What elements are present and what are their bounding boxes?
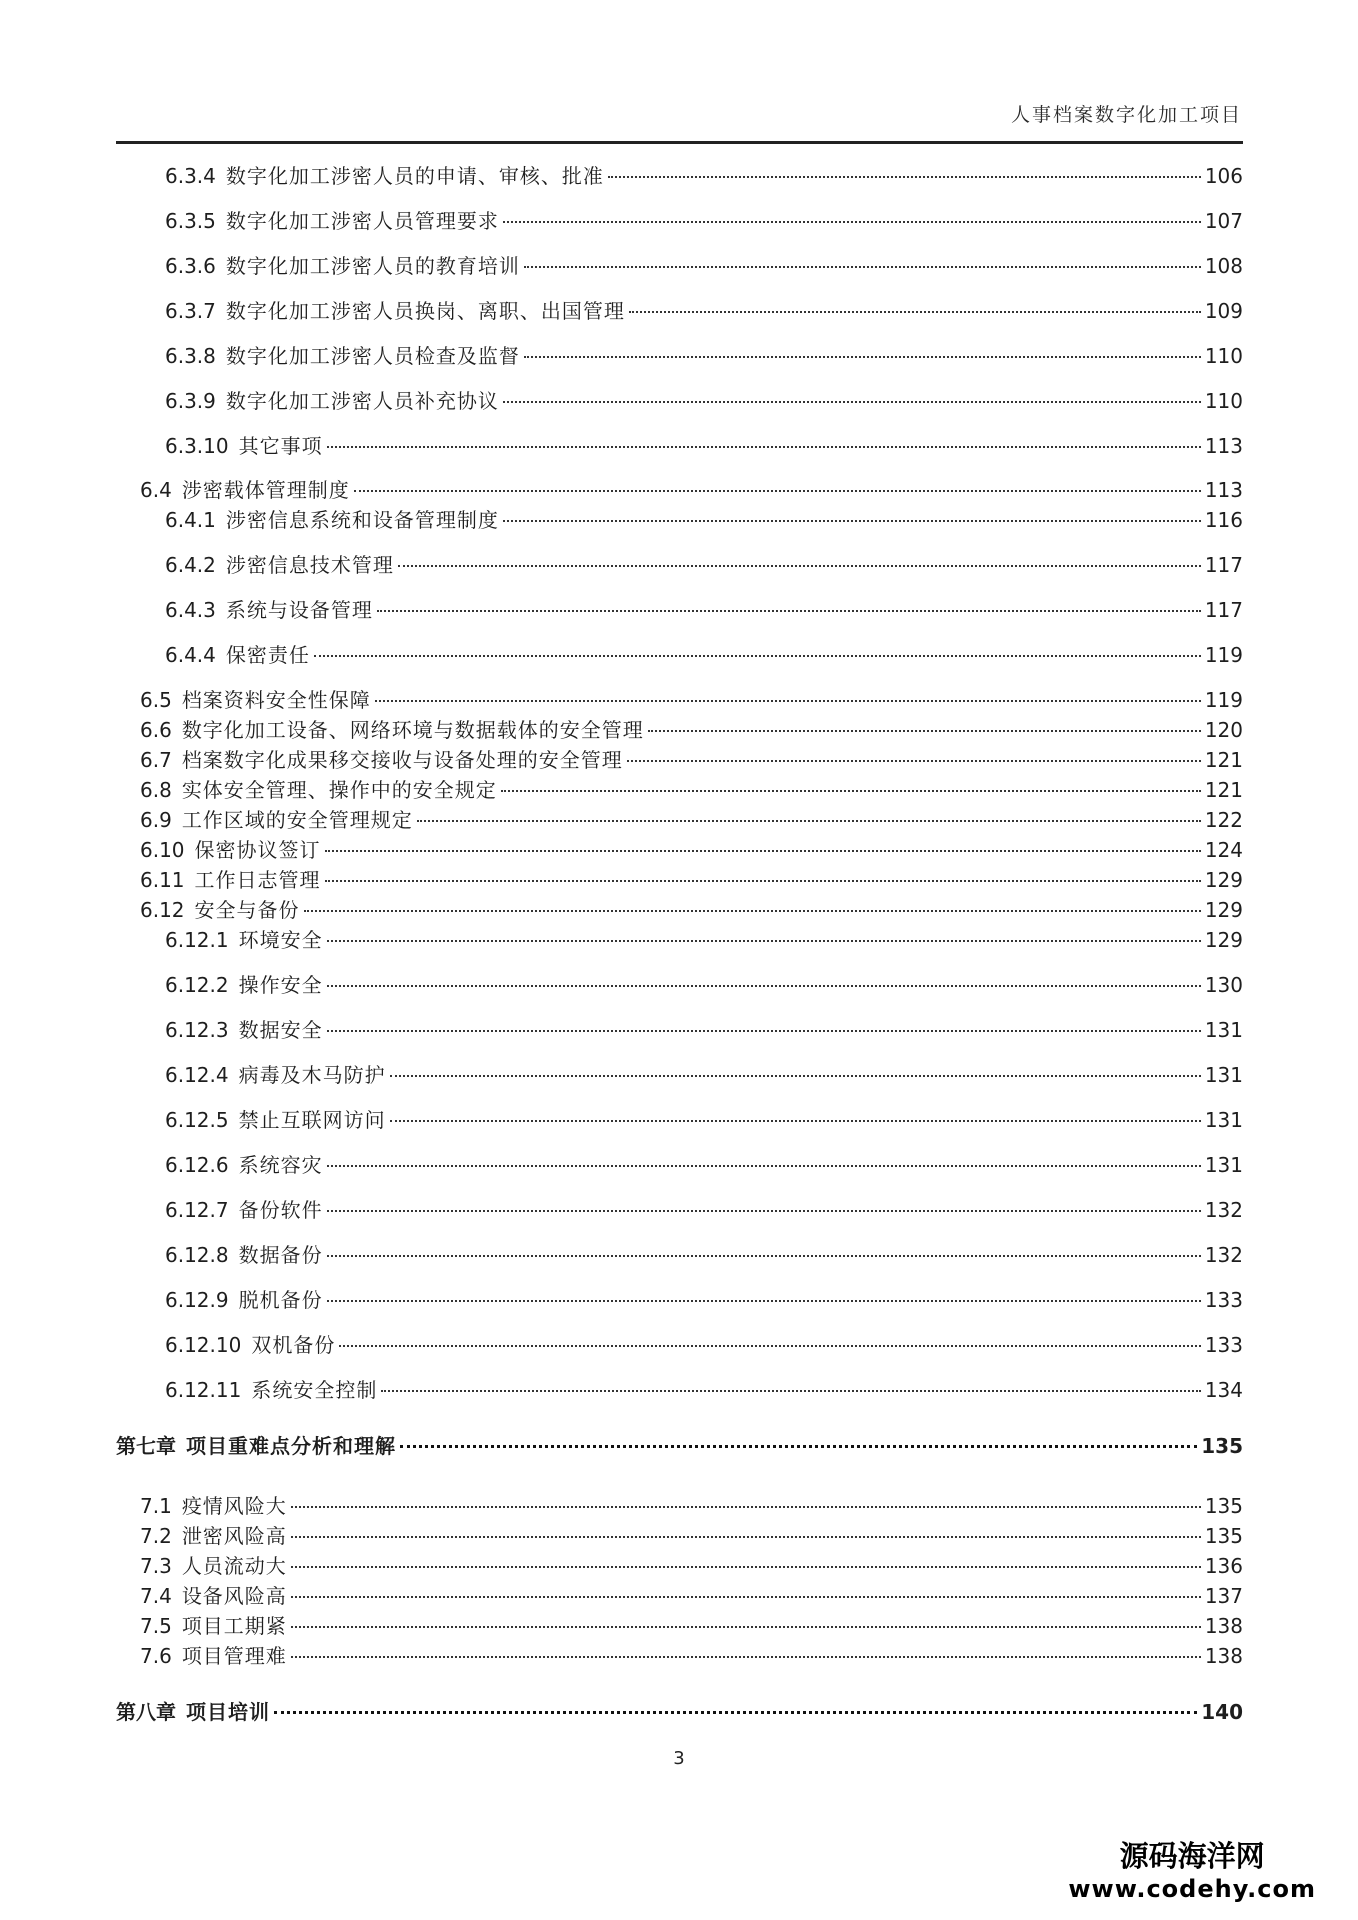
toc-entry[interactable] (140, 717, 1243, 743)
toc-entry[interactable] (165, 388, 1243, 414)
toc-entry-page: 110 (1204, 389, 1243, 413)
toc-entry-number: 7.6 (140, 1644, 172, 1668)
toc-entry-page: 117 (1204, 598, 1243, 622)
toc-entry[interactable] (140, 1583, 1243, 1609)
toc-entry-number: 6.4.3 (165, 598, 216, 622)
toc-leader-dots (627, 760, 1201, 762)
toc-entry[interactable] (165, 552, 1243, 578)
toc-leader-dots (304, 910, 1201, 912)
toc-entry[interactable] (140, 1643, 1243, 1669)
toc-entry-page: 133 (1204, 1333, 1243, 1357)
toc-entry[interactable] (165, 1242, 1243, 1268)
toc-entry-title: 数字化加工涉密人员的申请、审核、批准 (225, 164, 604, 188)
toc-leader-dots (503, 401, 1201, 403)
watermark-logo (1068, 1838, 1316, 1904)
toc-leader-dots (314, 655, 1201, 657)
toc-entry-page: 110 (1204, 344, 1243, 368)
toc-entry[interactable] (140, 1493, 1243, 1519)
toc-entry-title: 涉密信息技术管理 (225, 553, 394, 577)
toc-leader-dots (608, 176, 1201, 178)
toc-entry-page: 135 (1204, 1494, 1243, 1518)
toc-entry-page: 138 (1204, 1644, 1243, 1668)
toc-entry-number: 6.12.11 (165, 1378, 242, 1402)
toc-entry-title: 保密责任 (225, 643, 310, 667)
toc-entry-title: 病毒及木马防护 (238, 1063, 386, 1087)
toc-entry-page: 135 (1204, 1524, 1243, 1548)
toc-entry-page: 119 (1204, 688, 1243, 712)
toc-entry-page: 113 (1204, 434, 1243, 458)
toc-entry[interactable] (165, 298, 1243, 324)
toc-leader-dots (291, 1536, 1201, 1538)
toc-leader-dots (400, 1445, 1197, 1448)
toc-entry-page: 133 (1204, 1288, 1243, 1312)
toc-entry-number: 6.12.7 (165, 1198, 229, 1222)
toc-entry-page: 131 (1204, 1153, 1243, 1177)
toc-entry[interactable] (165, 642, 1243, 668)
toc-leader-dots (375, 700, 1201, 702)
toc-entry-page: 124 (1204, 838, 1243, 862)
toc-entry[interactable] (165, 253, 1243, 279)
toc-leader-dots (327, 446, 1201, 448)
toc-entry-title: 涉密载体管理制度 (181, 478, 350, 502)
toc-entry[interactable] (165, 1332, 1243, 1358)
toc-leader-dots (327, 940, 1201, 942)
toc-leader-dots (291, 1566, 1201, 1568)
toc-entry[interactable] (140, 1553, 1243, 1579)
page-number: 3 (673, 1748, 685, 1769)
toc-leader-dots (274, 1711, 1197, 1714)
toc-entry-title: 项目管理难 (181, 1644, 287, 1668)
toc-entry-page: 116 (1204, 508, 1243, 532)
toc-leader-dots (291, 1656, 1201, 1658)
toc-entry-title: 系统与设备管理 (225, 598, 373, 622)
toc-entry-title: 双机备份 (251, 1333, 336, 1357)
toc-entry-page: 132 (1204, 1243, 1243, 1267)
toc-entry[interactable] (165, 597, 1243, 623)
toc-entry-page: 132 (1204, 1198, 1243, 1222)
toc-entry[interactable] (165, 1377, 1243, 1403)
toc-leader-dots (327, 985, 1201, 987)
toc-entry-page: 108 (1204, 254, 1243, 278)
toc-entry-page: 130 (1204, 973, 1243, 997)
toc-entry-title: 保密协议签订 (194, 838, 321, 862)
toc-entry-page: 109 (1204, 299, 1243, 323)
toc-entry-title: 数字化加工涉密人员换岗、离职、出国管理 (225, 299, 625, 323)
toc-entry-number: 6.6 (140, 718, 172, 742)
toc-leader-dots (327, 1165, 1201, 1167)
toc-entry-number: 7.4 (140, 1584, 172, 1608)
toc-entry-title: 实体安全管理、操作中的安全规定 (181, 778, 497, 802)
toc-leader-dots (390, 1075, 1201, 1077)
toc-entry[interactable] (140, 867, 1243, 893)
toc-entry-number: 6.12.9 (165, 1288, 229, 1312)
toc-entry-page: 129 (1204, 898, 1243, 922)
toc-entry[interactable] (165, 208, 1243, 234)
toc-entry-title: 疫情风险大 (181, 1494, 287, 1518)
toc-entry-page: 134 (1204, 1378, 1243, 1402)
toc-entry-title: 涉密信息系统和设备管理制度 (225, 508, 499, 532)
toc-entry-number: 6.10 (140, 838, 185, 862)
toc-entry-title: 系统安全控制 (251, 1378, 378, 1402)
toc-entry-number: 6.12.3 (165, 1018, 229, 1042)
toc-entry-title: 数字化加工涉密人员管理要求 (225, 209, 499, 233)
toc-entry-title: 设备风险高 (181, 1584, 287, 1608)
toc-entry-number: 6.12.1 (165, 928, 229, 952)
toc-entry-title: 数据安全 (238, 1018, 323, 1042)
toc-entry-page: 106 (1204, 164, 1243, 188)
header-divider (116, 141, 1243, 144)
toc-entry-title: 数字化加工涉密人员检查及监督 (225, 344, 520, 368)
toc-entry[interactable] (140, 477, 1243, 503)
toc-entry[interactable] (165, 1152, 1243, 1178)
toc-entry-number: 6.7 (140, 748, 172, 772)
toc-entry-page: 131 (1204, 1108, 1243, 1132)
toc-entry-number: 6.3.9 (165, 389, 216, 413)
toc-entry-page: 113 (1204, 478, 1243, 502)
toc-leader-dots (377, 610, 1201, 612)
toc-entry-page: 107 (1204, 209, 1243, 233)
toc-entry-page: 121 (1204, 748, 1243, 772)
toc-entry-title: 档案资料安全性保障 (181, 688, 371, 712)
toc-leader-dots (291, 1596, 1201, 1598)
toc-entry-title: 数字化加工涉密人员补充协议 (225, 389, 499, 413)
toc-entry-page: 122 (1204, 808, 1243, 832)
toc-entry-number: 6.12.2 (165, 973, 229, 997)
toc-entry[interactable] (140, 1613, 1243, 1639)
toc-entry-title: 数字化加工设备、网络环境与数据载体的安全管理 (181, 718, 644, 742)
toc-leader-dots (390, 1120, 1201, 1122)
toc-leader-dots (417, 820, 1201, 822)
toc-entry-number: 7.1 (140, 1494, 172, 1518)
toc-entry-number: 6.3.4 (165, 164, 216, 188)
toc-leader-dots (325, 850, 1201, 852)
toc-leader-dots (524, 356, 1201, 358)
toc-entry-number: 7.2 (140, 1524, 172, 1548)
toc-entry-number: 7.3 (140, 1554, 172, 1578)
toc-entry-title: 泄密风险高 (181, 1524, 287, 1548)
toc-entry-title: 工作日志管理 (194, 868, 321, 892)
toc-entry-number: 6.8 (140, 778, 172, 802)
toc-entry-title: 项目重难点分析和理解 (186, 1434, 396, 1458)
toc-entry[interactable] (165, 163, 1243, 189)
toc-leader-dots (398, 565, 1201, 567)
toc-entry[interactable] (140, 777, 1243, 803)
toc-entry-number: 6.12.4 (165, 1063, 229, 1087)
toc-entry-number: 6.11 (140, 868, 185, 892)
toc-entry-number: 6.4.2 (165, 553, 216, 577)
toc-leader-dots (291, 1506, 1201, 1508)
toc-entry[interactable] (165, 343, 1243, 369)
toc-entry-number: 6.12.6 (165, 1153, 229, 1177)
toc-entry-number: 6.3.6 (165, 254, 216, 278)
toc-entry-number: 6.3.5 (165, 209, 216, 233)
toc-entry-page: 137 (1204, 1584, 1243, 1608)
toc-entry-page: 140 (1201, 1700, 1243, 1724)
toc-entry-title: 备份软件 (238, 1198, 323, 1222)
toc-entry-page: 120 (1204, 718, 1243, 742)
toc-leader-dots (327, 1030, 1201, 1032)
toc-entry-number: 6.12.8 (165, 1243, 229, 1267)
toc-leader-dots (503, 221, 1201, 223)
watermark-name: 源码海洋网 (1119, 1839, 1265, 1873)
toc-entry-number: 6.9 (140, 808, 172, 832)
toc-leader-dots (327, 1255, 1201, 1257)
toc-entry[interactable] (165, 972, 1243, 998)
toc-entry[interactable] (140, 837, 1243, 863)
toc-entry-number: 6.12.10 (165, 1333, 242, 1357)
toc-entry-page: 131 (1204, 1018, 1243, 1042)
toc-entry-title: 数据备份 (238, 1243, 323, 1267)
toc-entry-page: 119 (1204, 643, 1243, 667)
toc-chapter-entry[interactable] (116, 1699, 1243, 1725)
toc-entry-number: 第八章 (116, 1700, 176, 1724)
toc-entry-title: 项目工期紧 (181, 1614, 287, 1638)
toc-entry[interactable] (165, 1062, 1243, 1088)
toc-entry-title: 数字化加工涉密人员的教育培训 (225, 254, 520, 278)
toc-leader-dots (339, 1345, 1200, 1347)
watermark-url: www.codehy.com (1068, 1875, 1316, 1903)
toc-entry[interactable] (165, 507, 1243, 533)
toc-entry-number: 第七章 (116, 1434, 176, 1458)
toc-entry-title: 项目培训 (186, 1700, 270, 1724)
toc-entry[interactable] (140, 687, 1243, 713)
toc-leader-dots (325, 880, 1201, 882)
toc-leader-dots (503, 520, 1201, 522)
toc-entry-page: 117 (1204, 553, 1243, 577)
toc-entry[interactable] (140, 897, 1243, 923)
toc-leader-dots (291, 1626, 1201, 1628)
toc-entry[interactable] (165, 1107, 1243, 1133)
toc-entry-title: 人员流动大 (181, 1554, 287, 1578)
toc-entry-number: 6.4.1 (165, 508, 216, 532)
toc-entry-number: 7.5 (140, 1614, 172, 1638)
toc-leader-dots (648, 730, 1201, 732)
toc-leader-dots (524, 266, 1201, 268)
toc-entry-number: 6.5 (140, 688, 172, 712)
toc-entry[interactable] (140, 747, 1243, 773)
toc-entry-number: 6.3.8 (165, 344, 216, 368)
toc-entry[interactable] (165, 1017, 1243, 1043)
toc-entry-title: 档案数字化成果移交接收与设备处理的安全管理 (181, 748, 623, 772)
toc-entry-page: 136 (1204, 1554, 1243, 1578)
toc-entry-title: 脱机备份 (238, 1288, 323, 1312)
toc-entry[interactable] (165, 1197, 1243, 1223)
toc-leader-dots (381, 1390, 1200, 1392)
toc-entry-number: 6.12 (140, 898, 185, 922)
toc-entry-title: 其它事项 (238, 434, 323, 458)
toc-leader-dots (327, 1300, 1201, 1302)
toc-entry-page: 138 (1204, 1614, 1243, 1638)
toc-entry-number: 6.4.4 (165, 643, 216, 667)
toc-leader-dots (354, 490, 1201, 492)
document-title: 人事档案数字化加工项目 (1010, 104, 1242, 126)
toc-entry[interactable] (140, 1523, 1243, 1549)
toc-entry[interactable] (165, 433, 1243, 459)
toc-leader-dots (501, 790, 1201, 792)
toc-entry-page: 135 (1201, 1434, 1243, 1458)
toc-entry-title: 操作安全 (238, 973, 323, 997)
toc-entry[interactable] (140, 807, 1243, 833)
toc-entry-title: 环境安全 (238, 928, 323, 952)
toc-entry-number: 6.4 (140, 478, 172, 502)
toc-entry-number: 6.3.7 (165, 299, 216, 323)
toc-entry-page: 121 (1204, 778, 1243, 802)
toc-chapter-entry[interactable] (116, 1433, 1243, 1459)
toc-entry-title: 安全与备份 (194, 898, 300, 922)
toc-entry-number: 6.12.5 (165, 1108, 229, 1132)
toc-entry-number: 6.3.10 (165, 434, 229, 458)
toc-entry-title: 工作区域的安全管理规定 (181, 808, 413, 832)
toc-entry[interactable] (165, 927, 1243, 953)
toc-entry-title: 禁止互联网访问 (238, 1108, 386, 1132)
toc-entry-page: 129 (1204, 928, 1243, 952)
toc-leader-dots (327, 1210, 1201, 1212)
toc-entry-title: 系统容灾 (238, 1153, 323, 1177)
toc-leader-dots (629, 311, 1201, 313)
toc-entry-page: 131 (1204, 1063, 1243, 1087)
toc-entry[interactable] (165, 1287, 1243, 1313)
toc-entry-page: 129 (1204, 868, 1243, 892)
